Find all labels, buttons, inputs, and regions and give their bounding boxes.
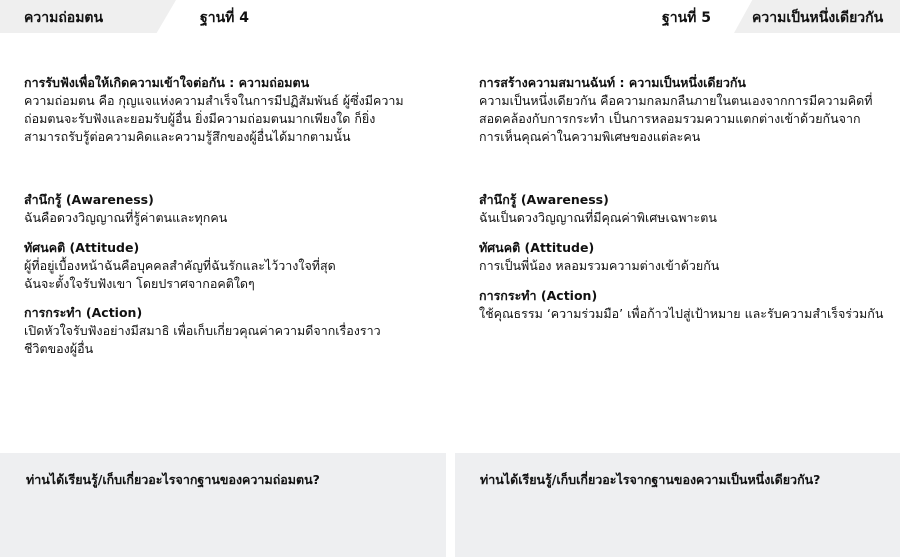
left-intro-line-2: ถ่อมตนจะรับฟังและยอมรับผู้อื่น ยิ่งมีความถ่อมตนมากเพียงใด ก็ยิ่ง	[24, 111, 376, 126]
right-action-heading: การกระทำ (Action)	[479, 288, 598, 303]
right-reflection-question: ท่านได้เรียนรู้/เก็บเกี่ยวอะไรจากฐานของความเป็นหนึ่งเดียวกัน?	[480, 472, 821, 487]
right-intro-line-1: ความเป็นหนึ่งเดียวกัน คือความกลมกลืนภายในตนเองจากการมีความคิดที่	[479, 93, 873, 108]
left-action-line-2: ชีวิตของผู้อื่น	[24, 341, 94, 356]
left-reflection-box[interactable]	[0, 453, 446, 557]
right-awareness-heading: สำนึกรู้ (Awareness)	[479, 192, 609, 207]
right-intro-title: การสร้างความสมานฉันท์ : ความเป็นหนึ่งเดียวกัน	[479, 75, 746, 90]
right-action-block	[479, 287, 889, 323]
right-header-title: ความเป็นหนึ่งเดียวกัน	[752, 10, 884, 26]
left-action-line-1: เปิดหัวใจรับฟังอย่างมีสมาธิ เพื่อเก็บเกี่ยวคุณค่าความดีจากเรื่องราว	[24, 323, 381, 338]
right-attitude-line-1: การเป็นพี่น้อง หลอมรวมความต่างเข้าด้วยกัน	[479, 258, 720, 273]
left-attitude-block	[24, 239, 424, 293]
right-attitude-heading: ทัศนคติ (Attitude)	[479, 240, 595, 255]
right-intro	[479, 74, 879, 146]
left-attitude-heading: ทัศนคติ (Attitude)	[24, 240, 140, 255]
right-attitude-block	[479, 239, 879, 275]
left-awareness-line-1: ฉันคือดวงวิญญาณที่รู้ค่าตนและทุกคน	[24, 210, 228, 225]
left-awareness-heading: สำนึกรู้ (Awareness)	[24, 192, 154, 207]
station-5-label: ฐานที่ 5	[662, 10, 711, 26]
left-intro-line-3: สามารถรับรู้ต่อความคิดและความรู้สึกของผู้อื่นได้มากตามนั้น	[24, 129, 351, 144]
left-intro-title: การรับฟังเพื่อให้เกิดความเข้าใจต่อกัน : ความถ่อมตน	[24, 75, 310, 90]
left-intro	[24, 74, 424, 146]
right-awareness-block	[479, 191, 879, 227]
left-attitude-line-1: ผู้ที่อยู่เบื้องหน้าฉันคือบุคคลสำคัญที่ฉันรักและไว้วางใจที่สุด	[24, 258, 336, 273]
right-reflection-box[interactable]	[455, 453, 900, 557]
left-awareness-block	[24, 191, 424, 227]
left-action-heading: การกระทำ (Action)	[24, 305, 143, 320]
right-awareness-line-1: ฉันเป็นดวงวิญญาณที่มีคุณค่าพิเศษเฉพาะตน	[479, 210, 717, 225]
left-intro-line-1: ความถ่อมตน คือ กุญแจแห่งความสำเร็จในการมีปฏิสัมพันธ์ ผู้ซึ่งมีความ	[24, 93, 404, 108]
left-action-block	[24, 304, 424, 358]
left-reflection-question: ท่านได้เรียนรู้/เก็บเกี่ยวอะไรจากฐานของความถ่อมตน?	[26, 472, 320, 487]
right-intro-line-3: การเห็นคุณค่าในความพิเศษของแต่ละคน	[479, 129, 701, 144]
top-bar	[0, 0, 900, 33]
station-4-label: ฐานที่ 4	[200, 10, 249, 26]
left-header-title: ความถ่อมตน	[24, 10, 104, 26]
right-action-line-1: ใช้คุณธรรม ‘ความร่วมมือ’ เพื่อก้าวไปสู่เป้าหมาย และรับความสำเร็จร่วมกัน	[479, 306, 884, 321]
left-attitude-line-2: ฉันจะตั้งใจรับฟังเขา โดยปราศจากอคติใดๆ	[24, 276, 255, 291]
right-intro-line-2: สอดคล้องกับการกระทำ เป็นการหลอมรวมความแตกต่างเข้าด้วยกันจาก	[479, 111, 861, 126]
